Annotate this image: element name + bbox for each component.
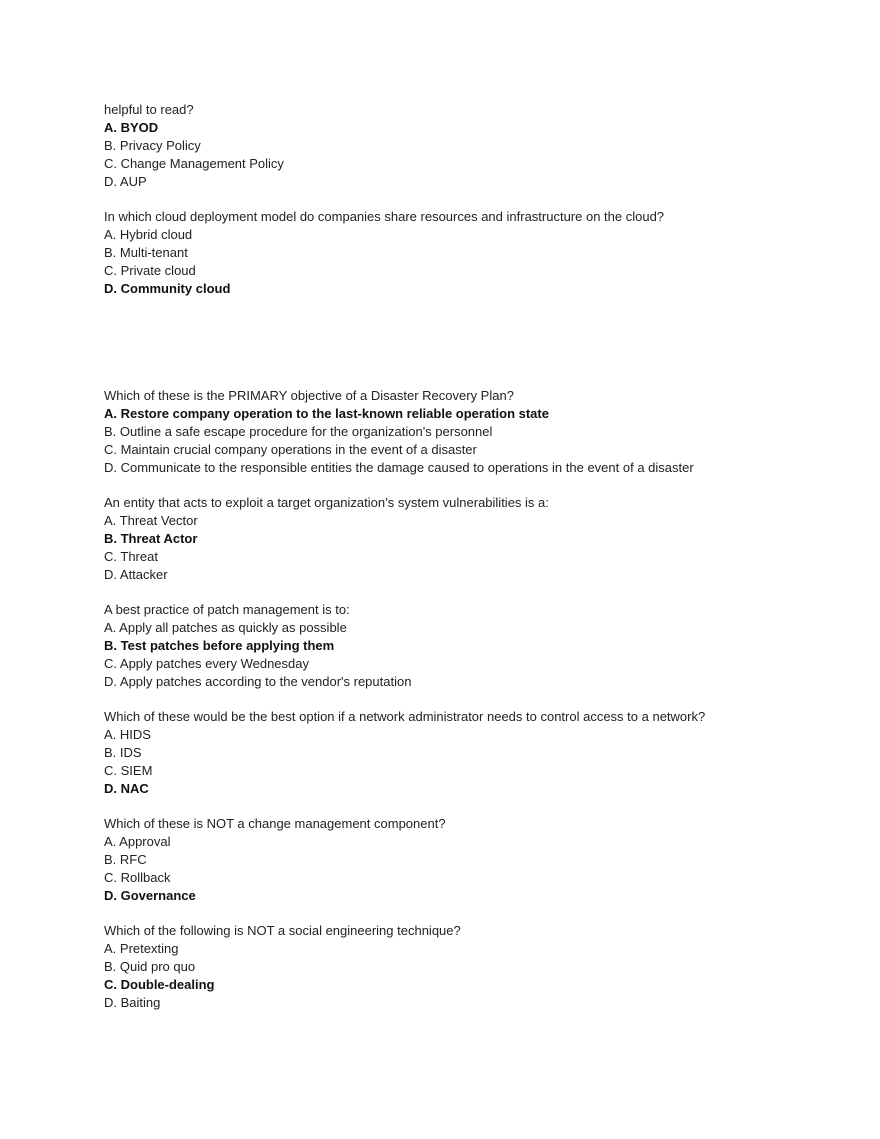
answer-option: B. IDS	[104, 744, 142, 760]
answer-option: A. Threat Vector	[104, 512, 198, 528]
question-text: A best practice of patch management is to:	[104, 602, 350, 617]
correct-answer-option: D. Community cloud	[104, 280, 231, 296]
question-block	[104, 101, 284, 190]
correct-answer-option: C. Double-dealing	[104, 976, 215, 992]
question-text: helpful to read?	[104, 102, 194, 117]
question-block	[104, 208, 664, 297]
answer-option: A. Pretexting	[104, 940, 179, 956]
question-text: Which of these is the PRIMARY objective of a Disaster Recovery Plan?	[104, 388, 514, 403]
answer-option: B. Multi-tenant	[104, 244, 188, 260]
correct-answer-option: A. Restore company operation to the last-known reliable operation state	[104, 405, 549, 421]
question-text: An entity that acts to exploit a target organization’s system vulnerabilities is a:	[104, 495, 549, 510]
answer-option: A. HIDS	[104, 726, 151, 742]
answer-option: D. Communicate to the responsible entities the damage caused to operations in the event of a disaster	[104, 459, 694, 475]
correct-answer-option: B. Test patches before applying them	[104, 637, 335, 653]
answer-option: B. Outline a safe escape procedure for the organization's personnel	[104, 423, 493, 439]
answer-option: B. Quid pro quo	[104, 958, 196, 974]
answer-option: D. Attacker	[104, 566, 168, 582]
question-text: Which of these would be the best option if a network administrator needs to control access to a network?	[104, 709, 706, 724]
answer-option: A. Hybrid cloud	[104, 226, 193, 242]
question-text: In which cloud deployment model do companies share resources and infrastructure on the cloud?	[104, 209, 665, 224]
answer-option: C. Apply patches every Wednesday	[104, 655, 309, 671]
question-block	[104, 601, 411, 690]
question-block	[104, 708, 705, 797]
answer-option: D. AUP	[104, 173, 147, 189]
answer-option: B. RFC	[104, 851, 147, 867]
question-block	[104, 494, 549, 583]
correct-answer-option: A. BYOD	[104, 119, 159, 135]
correct-answer-option: D. Governance	[104, 887, 196, 903]
answer-option: D. Apply patches according to the vendor's reputation	[104, 673, 412, 689]
answer-option: A. Apply all patches as quickly as possible	[104, 619, 347, 635]
question-block	[104, 922, 461, 1011]
question-text: Which of these is NOT a change management component?	[104, 816, 446, 831]
answer-option: C. Change Management Policy	[104, 155, 284, 171]
answer-option: C. Threat	[104, 548, 158, 564]
answer-option: C. SIEM	[104, 762, 153, 778]
question-block	[104, 387, 694, 476]
question-text: Which of the following is NOT a social engineering technique?	[104, 923, 461, 938]
answer-option: D. Baiting	[104, 994, 161, 1010]
answer-option: C. Rollback	[104, 869, 171, 885]
answer-option: C. Private cloud	[104, 262, 196, 278]
correct-answer-option: D. NAC	[104, 780, 149, 796]
question-block	[104, 815, 446, 904]
answer-option: B. Privacy Policy	[104, 137, 201, 153]
answer-option: A. Approval	[104, 833, 171, 849]
answer-option: C. Maintain crucial company operations in the event of a disaster	[104, 441, 477, 457]
correct-answer-option: B. Threat Actor	[104, 530, 198, 546]
